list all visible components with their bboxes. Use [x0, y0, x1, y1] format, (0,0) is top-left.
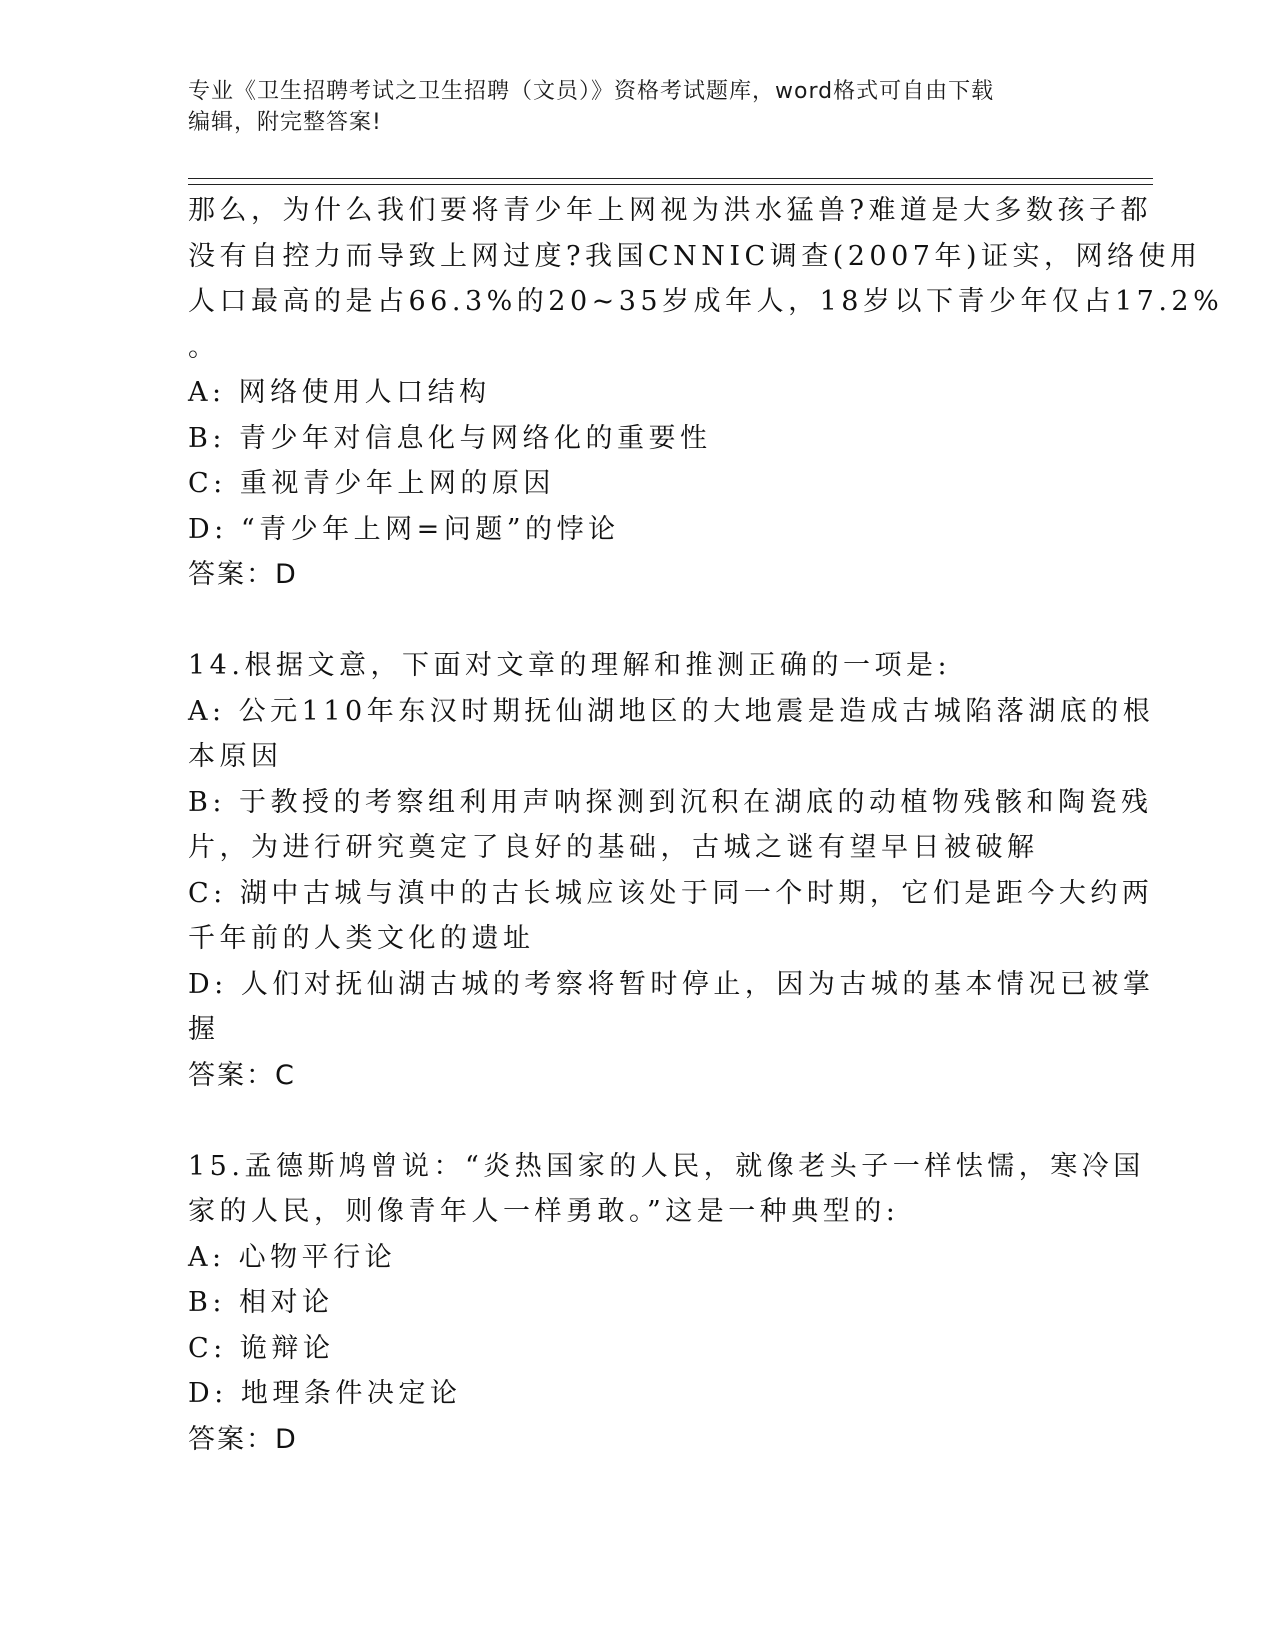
question-14 [188, 643, 1155, 1098]
answer-label: 答案：D [188, 559, 298, 590]
option-c: C: 诡辩论 [188, 1332, 335, 1364]
passage-line: 。 [188, 331, 220, 363]
spacer [188, 598, 1088, 644]
option-d: D: “青少年上网=问题”的悖论 [188, 513, 620, 545]
question-text: 14.根据文意，下面对文章的理解和推测正确的一项是: [188, 650, 952, 681]
header-rule-top [188, 178, 1153, 179]
option-a: A: 公元110年东汉时期抚仙湖地区的大地震是造成古城陷落湖底的根 [188, 695, 1155, 727]
question-13 [188, 188, 1224, 598]
option-c-continued: 千年前的人类文化的遗址 [188, 923, 535, 954]
header-rule-bottom [188, 184, 1153, 185]
option-b: B: 于教授的考察组利用声呐探测到沉积在湖底的动植物残骸和陶瓷残 [188, 786, 1153, 818]
document-body [188, 188, 1224, 1462]
passage-line: 人口最高的是占66.3%的20~35岁成年人，18岁以下青少年仅占17.2% [188, 286, 1224, 317]
option-b: B: 青少年对信息化与网络化的重要性 [188, 422, 712, 454]
header-line-2: 编辑，附完整答案! [188, 110, 382, 135]
option-a: A: 网络使用人口结构 [188, 377, 491, 408]
header-line-1: 专业《卫生招聘考试之卫生招聘（文员）》资格考试题库，word格式可自由下载 [188, 79, 995, 104]
passage-line: 那么，为什么我们要将青少年上网视为洪水猛兽?难道是大多数孩子都 [188, 195, 1152, 226]
answer-label: 答案：C [188, 1059, 296, 1091]
option-d: D: 地理条件决定论 [188, 1378, 462, 1409]
option-b: B: 相对论 [188, 1287, 334, 1318]
option-d: D: 人们对抚仙湖古城的考察将暂时停止，因为古城的基本情况已被掌 [188, 968, 1155, 1000]
option-c: C: 湖中古城与滇中的古长城应该处于同一个时期，它们是距今大约两 [188, 877, 1154, 909]
question-text-continued: 家的人民，则像青年人一样勇敢。”这是一种典型的: [188, 1196, 900, 1227]
answer-label: 答案：D [188, 1423, 298, 1455]
spacer [188, 1098, 1088, 1144]
option-a: A: 心物平行论 [188, 1241, 397, 1273]
question-text: 15.孟德斯鸠曾说：“炎热国家的人民，就像老头子一样怯懦，寒冷国 [188, 1150, 1145, 1182]
question-15 [188, 1144, 1145, 1463]
document-header [188, 76, 1088, 138]
passage-line: 没有自控力而导致上网过度?我国CNNIC调查(2007年)证实，网络使用 [188, 240, 1202, 272]
option-b-continued: 片，为进行研究奠定了良好的基础，古城之谜有望早日被破解 [188, 832, 1039, 863]
option-c: C: 重视青少年上网的原因 [188, 468, 555, 499]
option-d-continued: 握 [188, 1014, 220, 1045]
option-a-continued: 本原因 [188, 741, 283, 772]
